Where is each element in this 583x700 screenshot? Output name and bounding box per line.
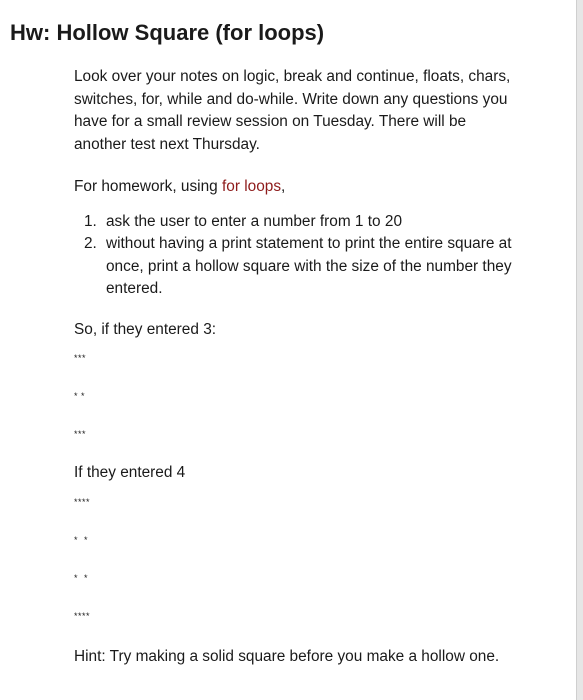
example-4-label: If they entered 4: [74, 464, 186, 481]
example-3-row: ***: [74, 353, 87, 363]
assignment-body: [74, 66, 514, 668]
page-title: Hw: Hollow Square (for loops): [10, 20, 325, 45]
page-edge-strip: [577, 0, 583, 700]
homework-lead-text: For homework, using: [74, 178, 222, 195]
example-3-label: So, if they entered 3:: [74, 320, 217, 338]
homework-instruction: [74, 176, 514, 199]
steps-list: [74, 211, 514, 301]
example-4-row: ****: [74, 496, 91, 507]
example-4-row: ****: [74, 610, 91, 621]
example-4-row: * *: [74, 572, 89, 583]
step-text: without having a print statement to print the entire square at once, print a hollow square with the size of the number they entered.: [106, 235, 512, 297]
step-item: [74, 233, 514, 301]
example-3-row: * *: [74, 391, 86, 401]
step-number: 1.: [84, 212, 97, 230]
homework-trail-text: ,: [281, 178, 286, 195]
intro-paragraph: Look over your notes on logic, break and continue, floats, chars, switches, for, while and do-while. Write down any questions you have for a small review session on Tuesday. There will be another test next Thursday.: [74, 68, 511, 153]
example-3-row: ***: [74, 429, 87, 439]
step-item: [74, 211, 514, 234]
step-number: 2.: [84, 235, 97, 252]
step-text: ask the user to enter a number from 1 to 20: [106, 212, 402, 230]
example-4-row: * *: [74, 534, 89, 545]
for-loops-link[interactable]: for loops: [221, 178, 282, 195]
hint-paragraph: Hint: Try making a solid square before you make a hollow one.: [74, 647, 500, 665]
